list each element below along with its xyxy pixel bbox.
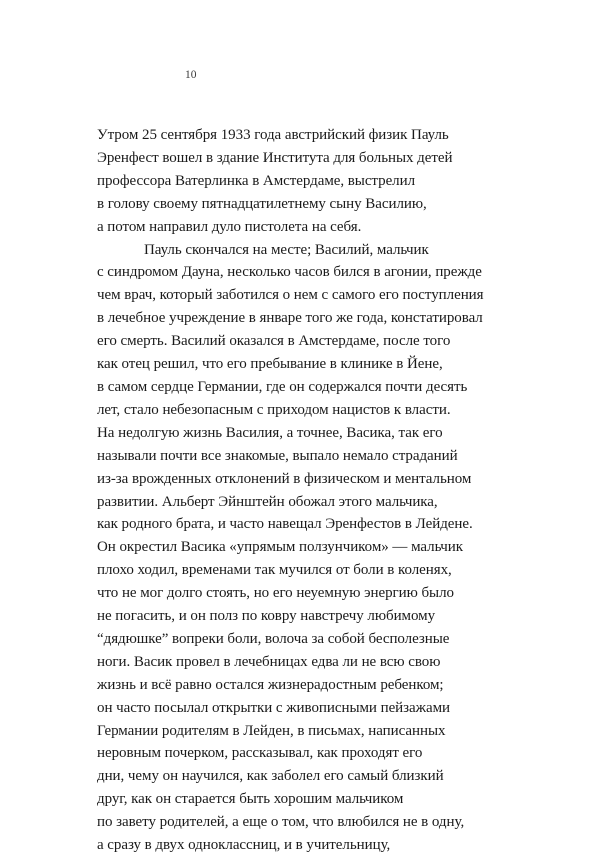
text-line: неровным почерком, рассказывал, как проходят его: [97, 745, 423, 762]
text-line: его смерть. Василий оказался в Амстердаме, после того: [97, 333, 451, 350]
text-line: друг, как он старается быть хорошим мальчиком: [97, 791, 404, 808]
text-line: а потом направил дуло пистолета на себя.: [97, 218, 362, 235]
text-line: чем врач, который заботился о нем с самого его поступления: [97, 287, 484, 304]
text-line: Германии родителям в Лейден, в письмах, написанных: [97, 722, 446, 739]
text-line: профессора Ватерлинка в Амстердаме, выстрелил: [97, 172, 416, 189]
body-text: [97, 124, 517, 857]
text-line: развитии. Альберт Эйнштейн обожал этого мальчика,: [97, 493, 438, 510]
text-line: из-за врожденных отклонений в физическом и ментальном: [97, 470, 472, 487]
text-line: лет, стало небезопасным с приходом нацистов к власти.: [97, 401, 451, 418]
text-line: не погасить, и он полз по ковру навстречу любимому: [97, 608, 436, 625]
text-line: в лечебное учреждение в январе того же года, констатировал: [97, 310, 483, 327]
page-number: 10: [185, 69, 197, 81]
text-line: как отец решил, что его пребывание в клинике в Йене,: [97, 356, 443, 373]
text-line: Эренфест вошел в здание Института для больных детей: [97, 149, 453, 166]
text-line: в самом сердце Германии, где он содержался почти десять: [97, 378, 468, 395]
text-line: по завету родителей, а еще о том, что влюбился не в одну,: [97, 814, 465, 831]
text-line: с синдромом Дауна, несколько часов бился в агонии, прежде: [97, 264, 482, 281]
text-line: а сразу в двух одноклассниц, и в учительницу,: [97, 837, 391, 854]
text-line: как родного брата, и часто навещал Эренфестов в Лейдене.: [97, 516, 473, 533]
text-line: что не мог долго стоять, но его неуемную энергию было: [97, 585, 454, 602]
text-line: в голову своему пятнадцатилетнему сыну Василию,: [97, 195, 427, 212]
text-line: Он окрестил Васика «упрямым ползунчиком» — мальчик: [97, 539, 463, 556]
text-line: плохо ходил, временами так мучился от боли в коленях,: [97, 562, 452, 579]
text-line: он часто посылал открытки с живописными пейзажами: [97, 699, 450, 716]
text-line: называли почти все знакомые, выпало немало страданий: [97, 447, 458, 464]
text-line: Утром 25 сентября 1933 года австрийский физик Пауль: [97, 127, 449, 143]
text-line: “дядюшке” вопреки боли, волоча за собой бесполезные: [97, 630, 450, 647]
text-line: На недолгую жизнь Василия, а точнее, Васика, так его: [97, 424, 443, 441]
text-line: дни, чему он научился, как заболел его самый близкий: [97, 768, 444, 785]
paragraph-start-line: Пауль скончался на месте; Василий, мальчик: [144, 241, 429, 258]
text-line: ноги. Васик провел в лечебницах едва ли не всю свою: [97, 653, 441, 670]
text-line: жизнь и всё равно остался жизнерадостным ребенком;: [97, 676, 444, 693]
